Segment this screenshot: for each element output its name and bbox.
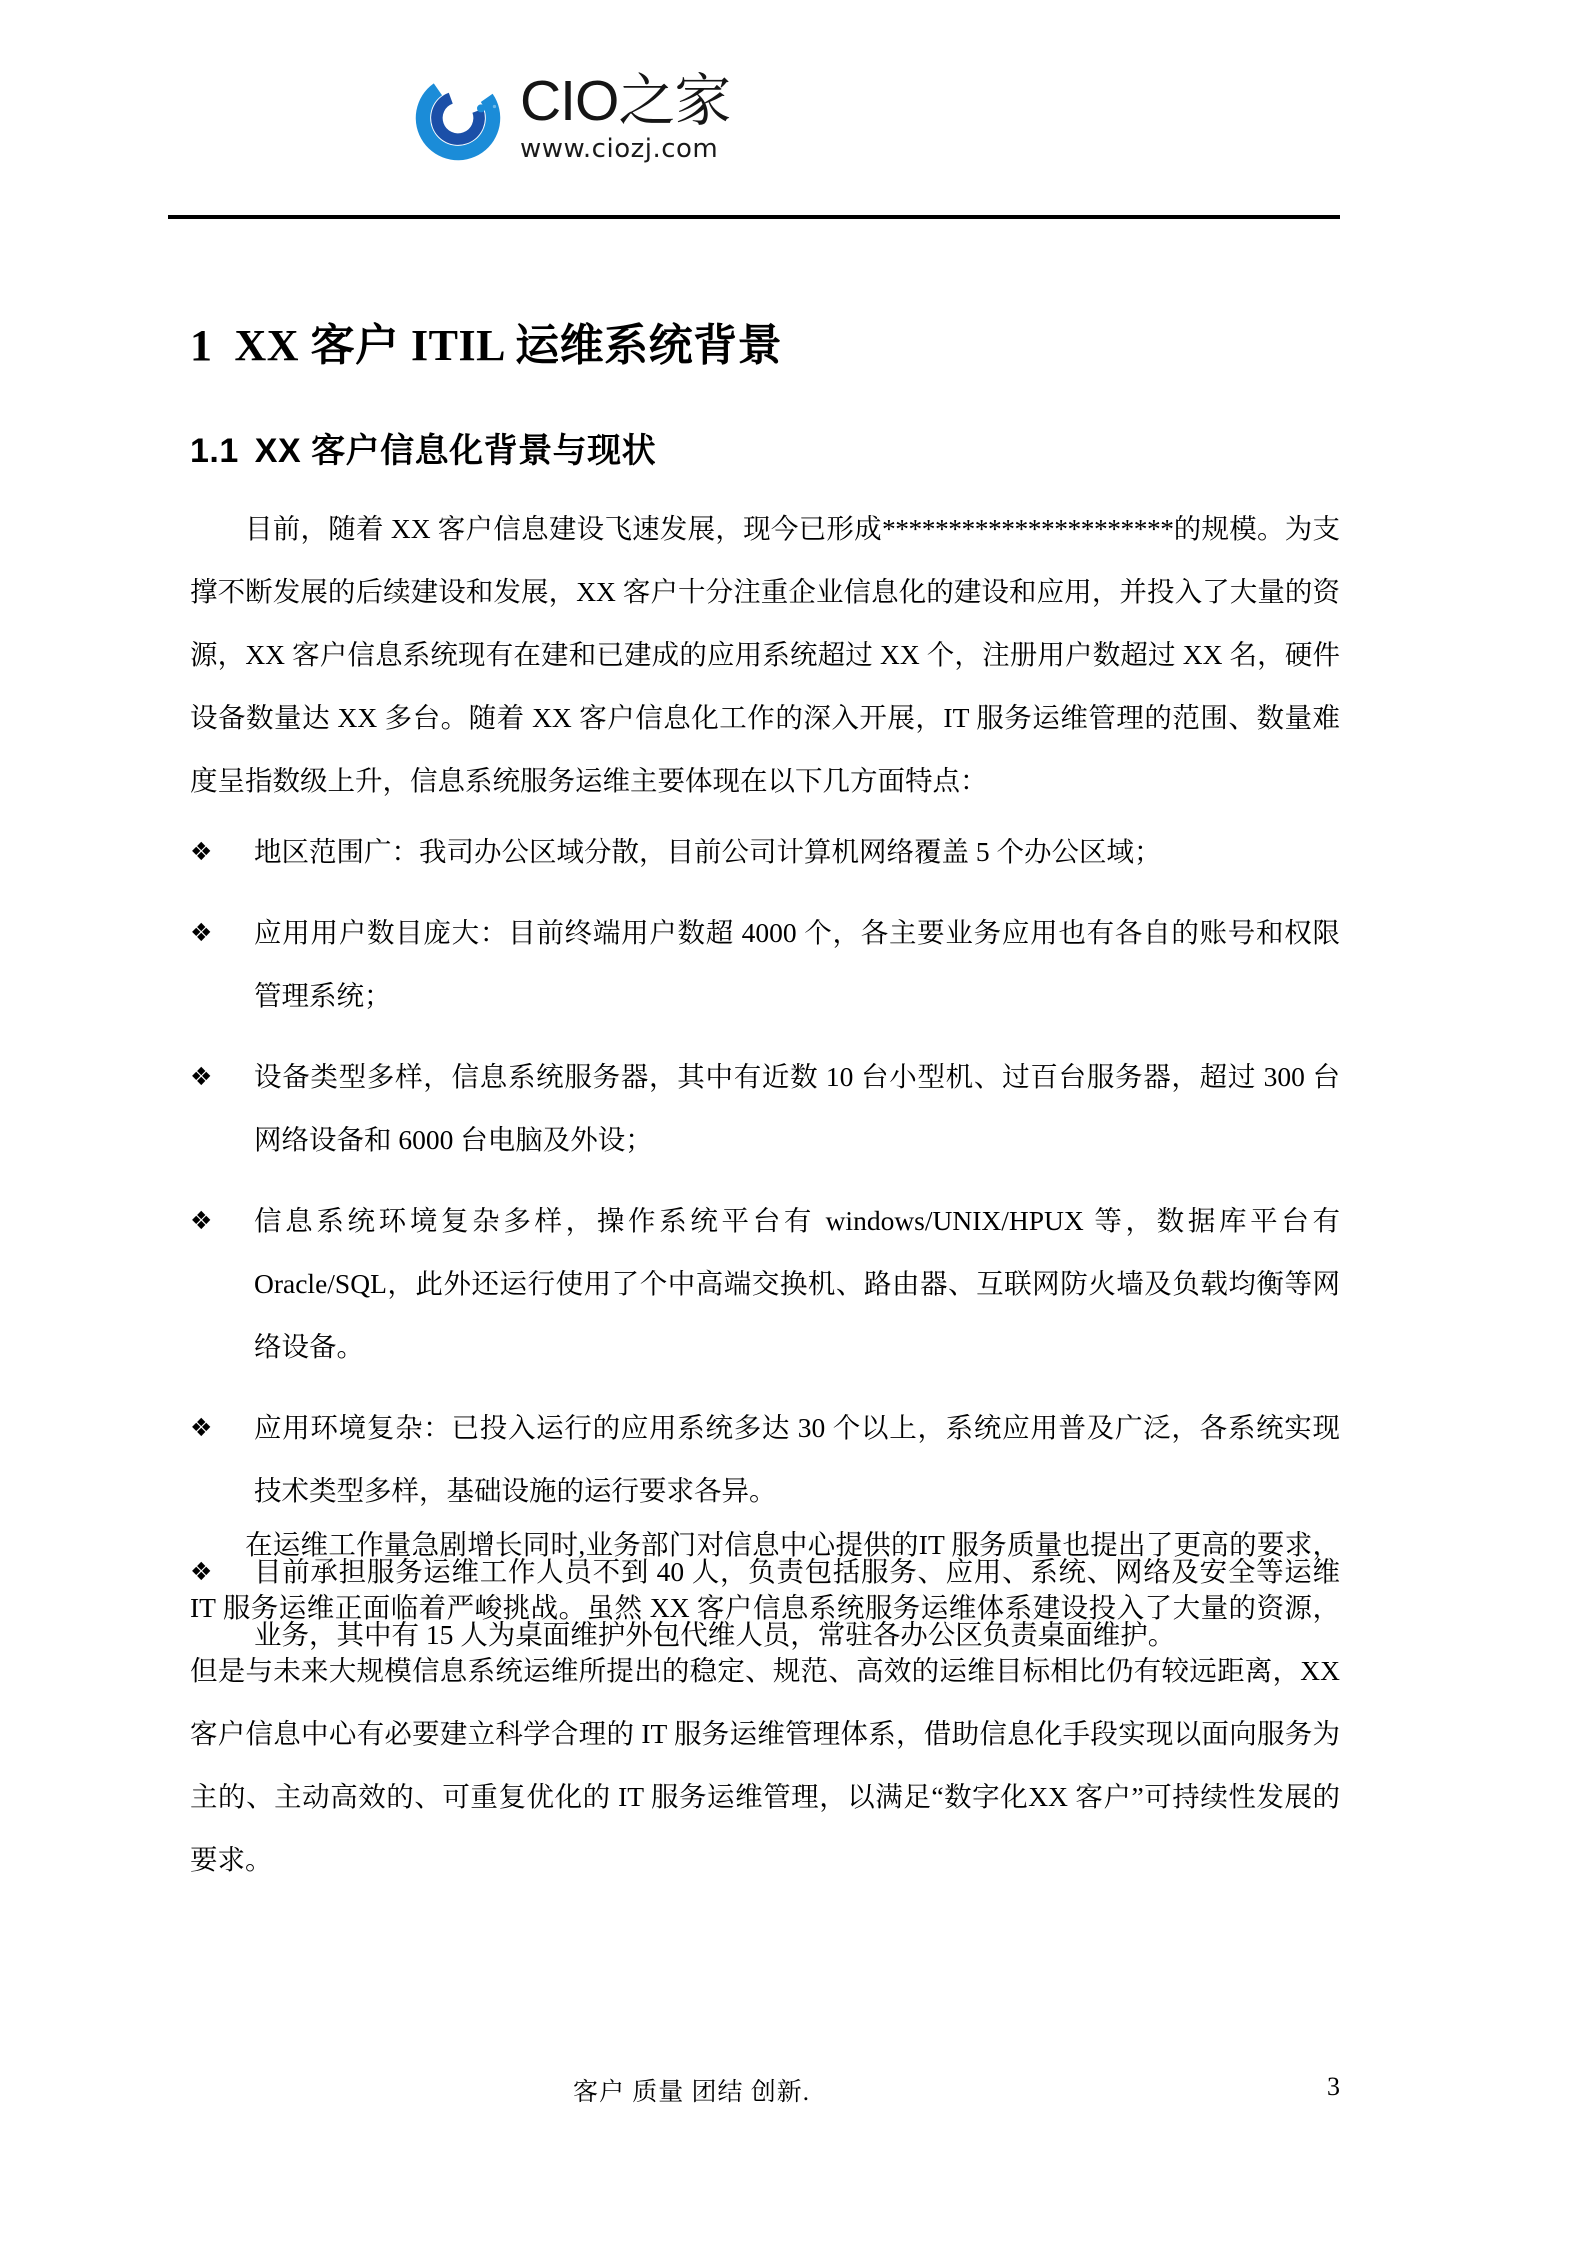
section-title: XX 客户 ITIL 运维系统背景 xyxy=(234,321,783,371)
intro-paragraph-block xyxy=(190,497,1340,812)
diamond-bullet-icon: ❖ xyxy=(190,1557,213,1586)
diamond-bullet-icon: ❖ xyxy=(190,837,213,866)
list-item-text: 信息系统环境复杂多样，操作系统平台有 windows/UNIX/HPUX 等，数据库平台有 Oracle/SQL，此外还运行使用了个中高端交换机、路由器、互联网防火墙及负载均衡等网络设备。 xyxy=(254,1205,1340,1362)
section-heading-1-1 xyxy=(190,423,1350,472)
list-item-text: 地区范围广：我司办公区域分散，目前公司计算机网络覆盖 5 个办公区域； xyxy=(254,836,1162,867)
page-header xyxy=(168,60,1340,220)
intro-paragraph xyxy=(190,497,1340,812)
logo-wordmark xyxy=(520,71,730,165)
page-number: 3 xyxy=(1327,2072,1340,2101)
section-heading-1 xyxy=(190,309,1350,373)
diamond-bullet-icon: ❖ xyxy=(190,918,213,947)
subsection-title: XX 客户信息化背景与现状 xyxy=(254,432,657,471)
ciozj-logo xyxy=(410,70,730,166)
list-item xyxy=(190,901,1340,1027)
page-footer xyxy=(168,2072,1340,2122)
closing-paragraph: 在运维工作量急剧增长同时,业务部门对信息中心提供的IT 服务质量也提出了更高的要求，IT 服务运维正面临着严峻挑战。虽然 XX 客户信息系统服务运维体系建设投入了大量的资源，但是与未来大规模信息系统运维所提出的稳定、规范、高效的运维目标相比仍有较远距离，XX 客户信息中心有必要建立科学合理的 IT 服务运维管理体系，借助信息化手段实现以面向服务为主的、主动高效的、可重复优化的 IT 服务运维管理，以满足“数字化XX 客户”可持续性发展的要求。 xyxy=(190,1529,1340,1875)
logo-url: www.ciozj.com xyxy=(520,134,719,165)
list-item-text: 目前承担服务运维工作人员不到 40 人，负责包括服务、应用、系统、网络及安全等运维业务，其中有 15 人为桌面维护外包代维人员，常驻各办公区负责桌面维护。 xyxy=(254,1556,1340,1650)
list-item xyxy=(190,1396,1340,1522)
list-item xyxy=(190,1045,1340,1171)
intro-lead-text: 目前，随着 XX 客户信息建设飞速发展，现今已形成 xyxy=(245,513,882,544)
diamond-bullet-icon: ❖ xyxy=(190,1062,213,1091)
header-divider xyxy=(168,215,1340,219)
logo-title: CIO之家 xyxy=(520,69,731,134)
intro-rest-text: 的规模。为支撑不断发展的后续建设和发展，XX 客户十分注重企业信息化的建设和应用，并投入了大量的资源，XX 客户信息系统现有在建和已建成的应用系统超过 XX 个，注册用户数超过 XX 名，硬件设备数量达 XX 多台。随着 XX 客户信息化工作的深入开展，IT 服务运维管理的范围、数量难度呈指数级上升，信息系统服务运维主要体现在以下几方面特点： xyxy=(190,513,1341,796)
list-item xyxy=(190,1189,1340,1378)
closing-paragraph-block xyxy=(190,1513,1340,1891)
subsection-number: 1.1 xyxy=(190,432,239,471)
list-item xyxy=(190,820,1340,883)
masked-value-asterisks: ********************** xyxy=(881,513,1174,544)
diamond-bullet-icon: ❖ xyxy=(190,1413,213,1442)
ciozj-circular-logo-icon xyxy=(410,70,506,166)
diamond-bullet-icon: ❖ xyxy=(190,1206,213,1235)
list-item-text: 应用环境复杂：已投入运行的应用系统多达 30 个以上，系统应用普及广泛，各系统实现技术类型多样，基础设施的运行要求各异。 xyxy=(254,1412,1340,1506)
section-number: 1 xyxy=(190,321,213,371)
list-item-text: 设备类型多样，信息系统服务器，其中有近数 10 台小型机、过百台服务器，超过 300 台网络设备和 6000 台电脑及外设； xyxy=(254,1061,1340,1155)
footer-motto: 客户 质量 团结 创新. xyxy=(573,2079,811,2106)
list-item-text: 应用用户数目庞大：目前终端用户数超 4000 个，各主要业务应用也有各自的账号和权限管理系统； xyxy=(254,917,1340,1011)
